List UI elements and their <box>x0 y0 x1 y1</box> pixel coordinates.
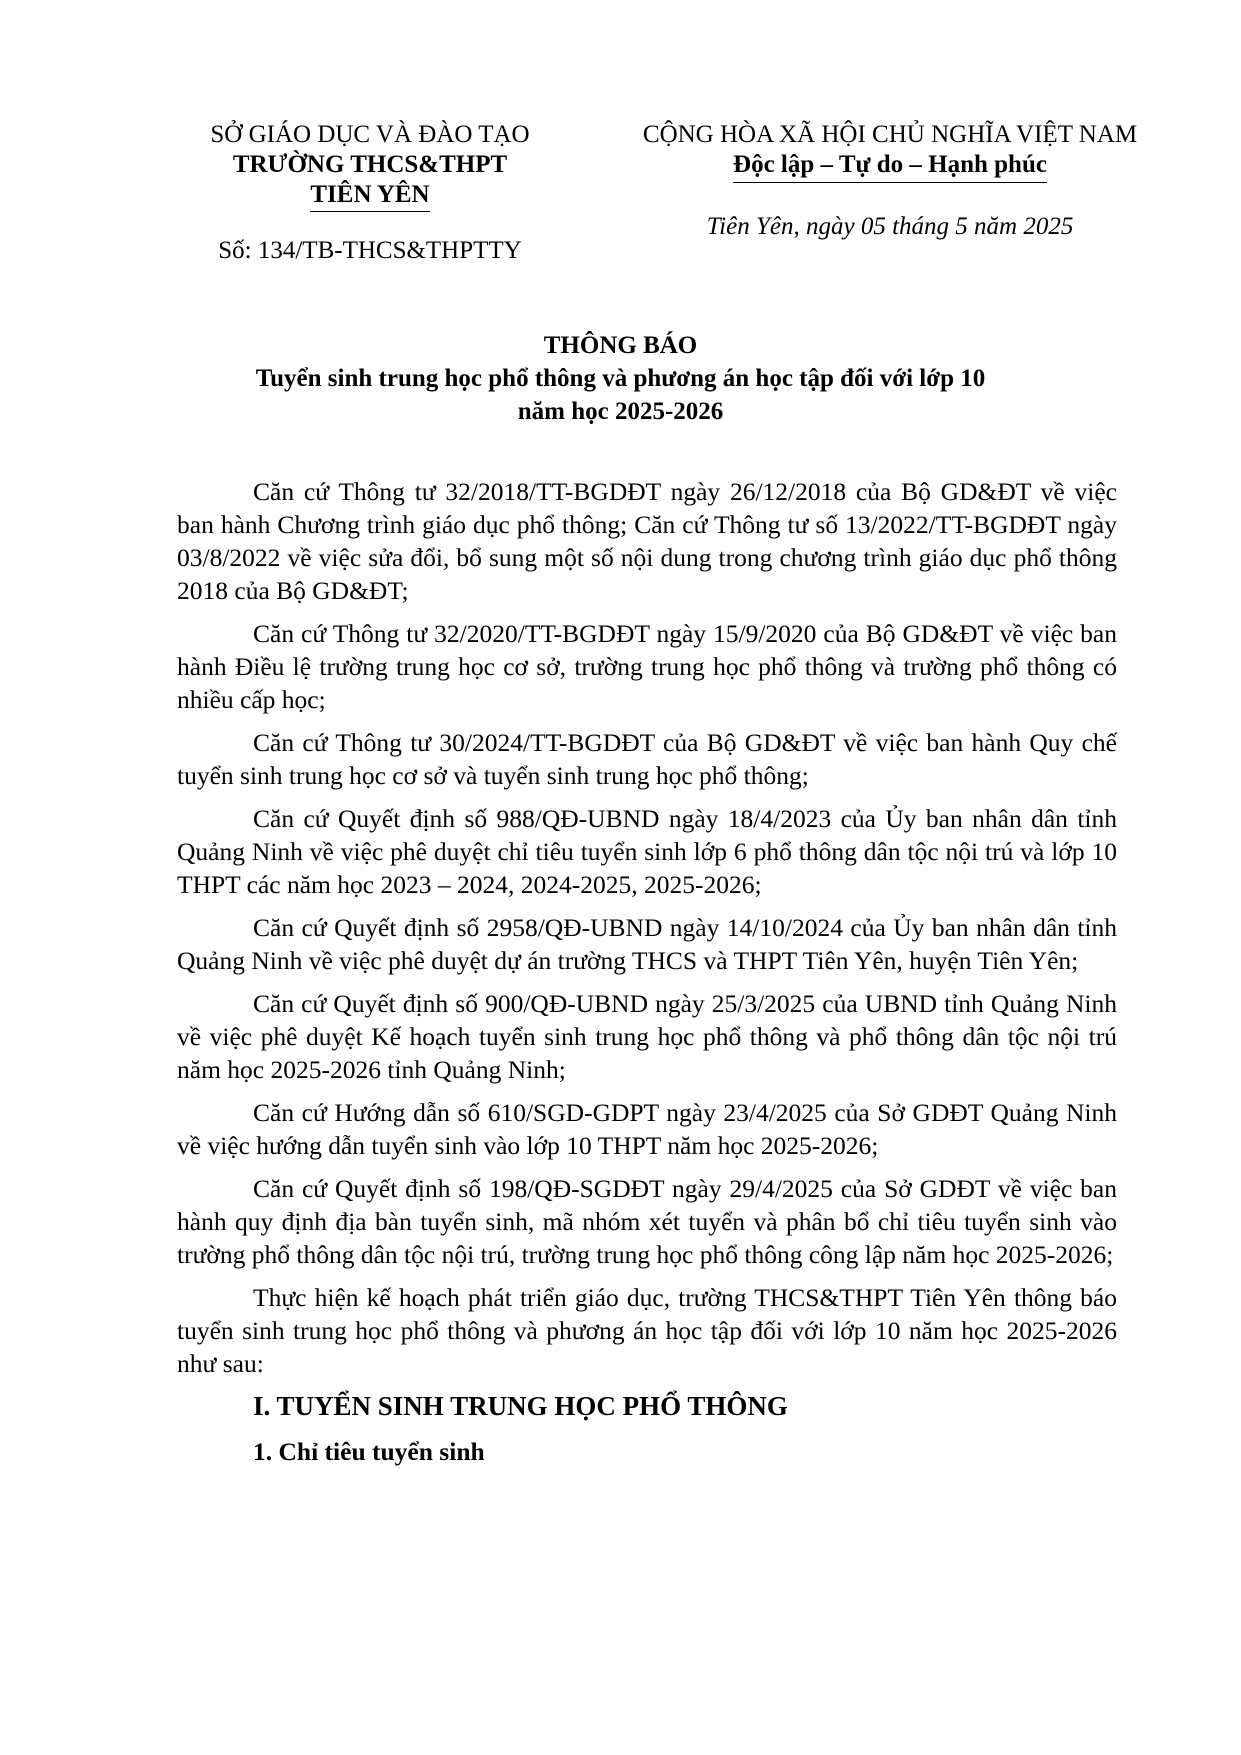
body-paragraph: Thực hiện kế hoạch phát triển giáo dục, trường THCS&THPT Tiên Yên thông báo tuyển sinh trung học phổ thông và phương án học tập đối với lớp 10 năm học 2025-2026 như sau: <box>177 1283 1117 1378</box>
document-number: Số: 134/TB-THCS&THPTTY <box>218 237 522 264</box>
national-header <box>600 120 1180 183</box>
body-paragraph: Căn cứ Quyết định số 198/QĐ-SGDĐT ngày 29/4/2025 của Sở GDĐT về việc ban hành quy định địa bàn tuyển sinh, mã nhóm xét tuyển và phân bổ chỉ tiêu tuyển sinh vào trường phổ thông dân tộc nội trú, trường trung học phổ thông công lập năm học 2025-2026; <box>177 1174 1117 1269</box>
body-paragraph: Căn cứ Quyết định số 988/QĐ-UBND ngày 18/4/2023 của Ủy ban nhân dân tỉnh Quảng Ninh về việc phê duyệt chỉ tiêu tuyển sinh lớp 6 phổ thông dân tộc nội trú và lớp 10 THPT các năm học 2023 – 2024, 2024-2025, 2025-2026; <box>177 804 1117 899</box>
department-name: SỞ GIÁO DỤC VÀ ĐÀO TẠO <box>210 121 530 148</box>
document-body <box>177 475 1117 1480</box>
national-motto: Độc lập – Tự do – Hạnh phúc <box>733 150 1047 183</box>
body-paragraph: Căn cứ Thông tư 32/2018/TT-BGDĐT ngày 26/12/2018 của Bộ GD&ĐT về việc ban hành Chương trình giáo dục phổ thông; Căn cứ Thông tư số 13/2022/TT-BGDĐT ngày 03/8/2022 về việc sửa đổi, bổ sung một số nội dung trong chương trình giáo dục phổ thông 2018 của Bộ GD&ĐT; <box>177 477 1117 605</box>
title-subtitle-line1: Tuyển sinh trung học phổ thông và phương án học tập đối với lớp 10 <box>255 365 986 392</box>
subsection-heading: 1. Chỉ tiêu tuyển sinh <box>253 1437 485 1466</box>
title-subtitle-line2: năm học 2025-2026 <box>517 398 724 425</box>
school-name-line2: TIÊN YÊN <box>310 180 429 212</box>
school-name-line1: TRƯỜNG THCS&THPT <box>232 151 508 178</box>
title-heading: THÔNG BÁO <box>543 332 698 359</box>
place-date: Tiên Yên, ngày 05 tháng 5 năm 2025 <box>706 213 1074 240</box>
body-paragraph: Căn cứ Quyết định số 900/QĐ-UBND ngày 25/3/2025 của UBND tỉnh Quảng Ninh về việc phê duyệt Kế hoạch tuyển sinh trung học phổ thông và phổ thông dân tộc nội trú năm học 2025-2026 tỉnh Quảng Ninh; <box>177 989 1117 1084</box>
body-paragraph: Căn cứ Thông tư 32/2020/TT-BGDĐT ngày 15/9/2020 của Bộ GD&ĐT về việc ban hành Điều lệ trường trung học cơ sở, trường trung học phổ thông và trường phổ thông có nhiều cấp học; <box>177 619 1117 714</box>
issuer-header <box>180 120 560 212</box>
body-paragraph: Căn cứ Hướng dẫn số 610/SGD-GDPT ngày 23/4/2025 của Sở GDĐT Quảng Ninh về việc hướng dẫn tuyển sinh vào lớp 10 THPT năm học 2025-2026; <box>177 1098 1117 1160</box>
nation-name: CỘNG HÒA XÃ HỘI CHỦ NGHĨA VIỆT NAM <box>642 121 1138 148</box>
body-paragraph: Căn cứ Thông tư 30/2024/TT-BGDĐT của Bộ GD&ĐT về việc ban hành Quy chế tuyển sinh trung học cơ sở và tuyển sinh trung học phổ thông; <box>177 728 1117 790</box>
section-heading: I. TUYỂN SINH TRUNG HỌC PHỔ THÔNG <box>253 1391 788 1421</box>
document-title <box>150 329 1091 428</box>
body-paragraph: Căn cứ Quyết định số 2958/QĐ-UBND ngày 14/10/2024 của Ủy ban nhân dân tỉnh Quảng Ninh về việc phê duyệt dự án trường THCS và THPT Tiên Yên, huyện Tiên Yên; <box>177 913 1117 975</box>
